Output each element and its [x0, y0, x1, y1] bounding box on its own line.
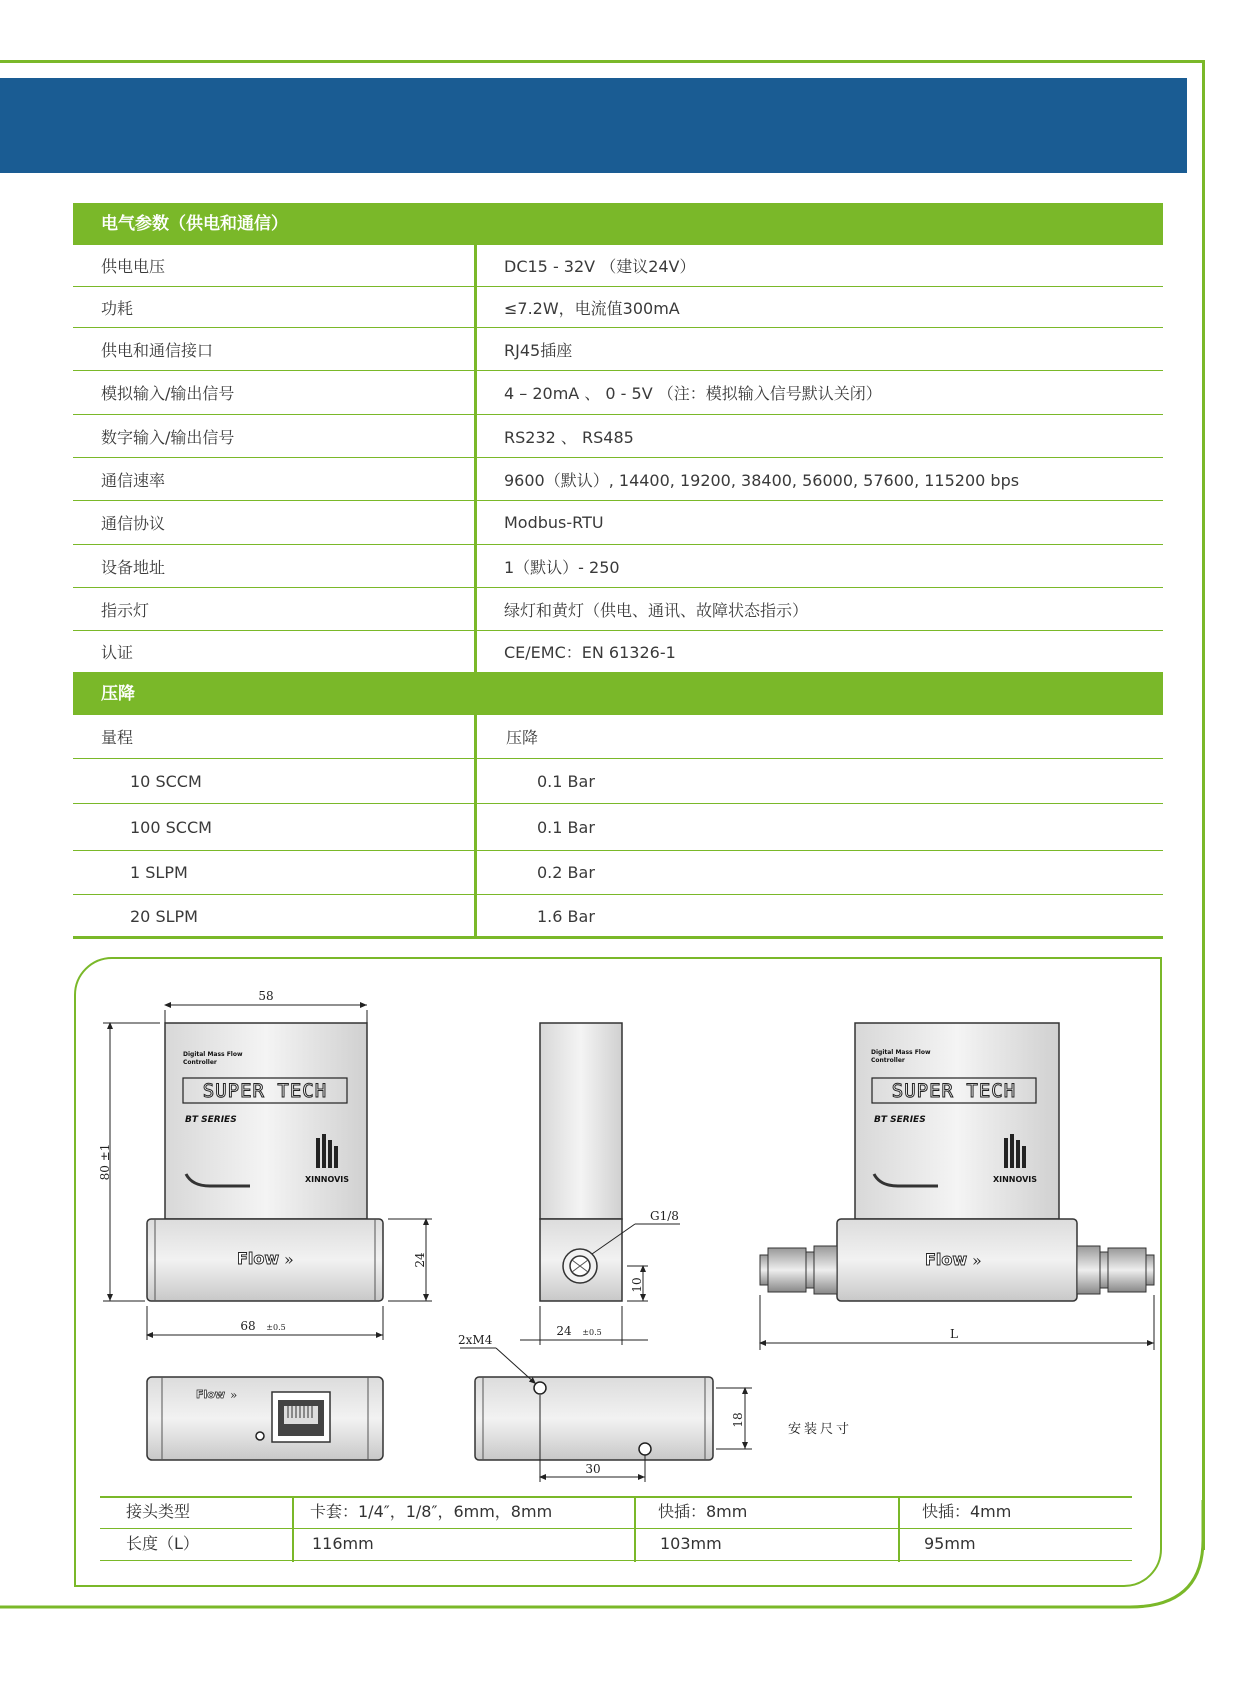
right-flow-arrow-icon: » [972, 1251, 982, 1270]
connector-type-compression: 卡套：1/4″，1/8″，6mm，8mm [310, 1502, 553, 1521]
dim-mount-spacing: 30 [585, 1462, 601, 1476]
screw-label: 2xM4 [458, 1333, 493, 1347]
connector-divider-1 [292, 1496, 294, 1562]
dim-length: L [950, 1327, 958, 1341]
length-push-4mm: 95mm [924, 1534, 976, 1553]
dim-side-depth: 24 [556, 1324, 572, 1338]
front-product-line2: Controller [183, 1059, 217, 1066]
range-value: 10 SCCM [130, 771, 202, 791]
pressure-drop-value: 0.2 Bar [537, 863, 595, 882]
length-row [100, 1528, 1132, 1561]
param-label: 供电电压 [101, 257, 166, 276]
connector-end-view [147, 1377, 383, 1460]
param-label: 模拟输入/输出信号 [101, 384, 235, 403]
right-flow-label: Flow [925, 1250, 968, 1269]
param-label: 功耗 [101, 298, 134, 318]
param-label: 指示灯 [101, 600, 150, 620]
front-view [147, 1023, 383, 1301]
length-dimension [760, 1295, 1154, 1350]
connector-flow-arrow-icon: » [230, 1388, 238, 1402]
dim-mount-height: 18 [731, 1412, 745, 1428]
dim-base-height: 24 [413, 1252, 427, 1268]
connector-type-row [100, 1496, 1132, 1529]
mount-hole-2 [639, 1443, 651, 1455]
param-value: 4 – 20mA 、 0 - 5V （注：模拟输入信号默认关闭） [504, 384, 882, 403]
right-brand: SUPER TECH [891, 1080, 1017, 1102]
side-body [540, 1023, 622, 1219]
length-push-8mm: 103mm [660, 1534, 722, 1553]
connector-table [100, 1496, 1132, 1562]
param-label: 通信速率 [101, 470, 166, 490]
dim-width: 58 [258, 989, 274, 1003]
param-label: 供电和通信接口 [101, 340, 214, 360]
param-value: DC15 - 32V （建议24V） [504, 257, 696, 276]
dim-base-width: 68 [240, 1319, 256, 1333]
connector-flow-label: Flow [196, 1388, 226, 1401]
range-value: 1 SLPM [130, 863, 188, 882]
param-value: RJ45插座 [504, 340, 573, 360]
dim-port-height: 10 [630, 1277, 644, 1293]
param-label: 通信协议 [101, 514, 166, 533]
param-value: RS232 、 RS485 [504, 427, 634, 447]
connector-divider-3 [898, 1496, 900, 1562]
length-label: 长度（L） [126, 1534, 199, 1553]
param-label: 设备地址 [101, 557, 166, 577]
front-maker: XINNOVIS [304, 1175, 350, 1184]
connector-type-push-8mm: 快插：8mm [658, 1502, 748, 1521]
right-maker: XINNOVIS [992, 1175, 1038, 1184]
length-compression: 116mm [312, 1534, 374, 1553]
param-value: 9600（默认）, 14400, 19200, 38400, 56000, 57600, 115200 bps [504, 470, 1020, 490]
dim-height: 80 ±1 [98, 1143, 112, 1181]
pressure-drop-value: 0.1 Bar [537, 771, 595, 791]
port-thread: G1/8 [650, 1209, 679, 1223]
param-value: 1（默认）- 250 [504, 557, 620, 577]
param-value: CE/EMC：EN 61326-1 [504, 643, 676, 662]
pressure-drop-value: 0.1 Bar [537, 817, 595, 837]
mount-caption: 安装尺寸 [788, 1422, 853, 1437]
param-value: ≤7.2W，电流值300mA [504, 298, 680, 318]
right-series: BT SERIES [874, 1115, 926, 1125]
electrical-heading: 电气参数（供电和通信） [73, 203, 1163, 245]
status-led-icon [256, 1432, 264, 1440]
connector-type-label: 接头类型 [126, 1502, 191, 1521]
range-header: 量程 [101, 728, 134, 747]
pressure-drop-header: 压降 [506, 728, 539, 747]
mounting-view [460, 1348, 713, 1460]
dim-base-tol: ±0.5 [266, 1323, 286, 1332]
connector-divider-2 [634, 1496, 636, 1562]
range-value: 20 SLPM [130, 907, 198, 926]
right-product-line2: Controller [871, 1057, 905, 1064]
front-flow-label: Flow [237, 1249, 280, 1268]
side-view [540, 1023, 680, 1301]
param-label: 认证 [101, 643, 134, 662]
front-brand: SUPER TECH [202, 1080, 328, 1102]
left-fitting [760, 1246, 837, 1294]
pressure-drop-value: 1.6 Bar [537, 907, 595, 926]
front-series: BT SERIES [185, 1115, 237, 1125]
right-fitting [1077, 1246, 1154, 1294]
range-value: 100 SCCM [130, 817, 212, 837]
param-value: 绿灯和黄灯（供电、通讯、故障状态指示） [504, 600, 809, 620]
right-view [760, 1023, 1154, 1301]
front-product-line1: Digital Mass Flow [183, 1051, 243, 1058]
front-flow-arrow-icon: » [284, 1250, 294, 1269]
param-value: Modbus-RTU [504, 513, 604, 532]
connector-type-push-4mm: 快插：4mm [922, 1502, 1012, 1521]
right-product-line1: Digital Mass Flow [871, 1049, 931, 1056]
dim-side-tol: ±0.5 [582, 1328, 602, 1337]
pressure-heading: 压降 [73, 673, 1163, 715]
param-label: 数字输入/输出信号 [101, 427, 235, 447]
